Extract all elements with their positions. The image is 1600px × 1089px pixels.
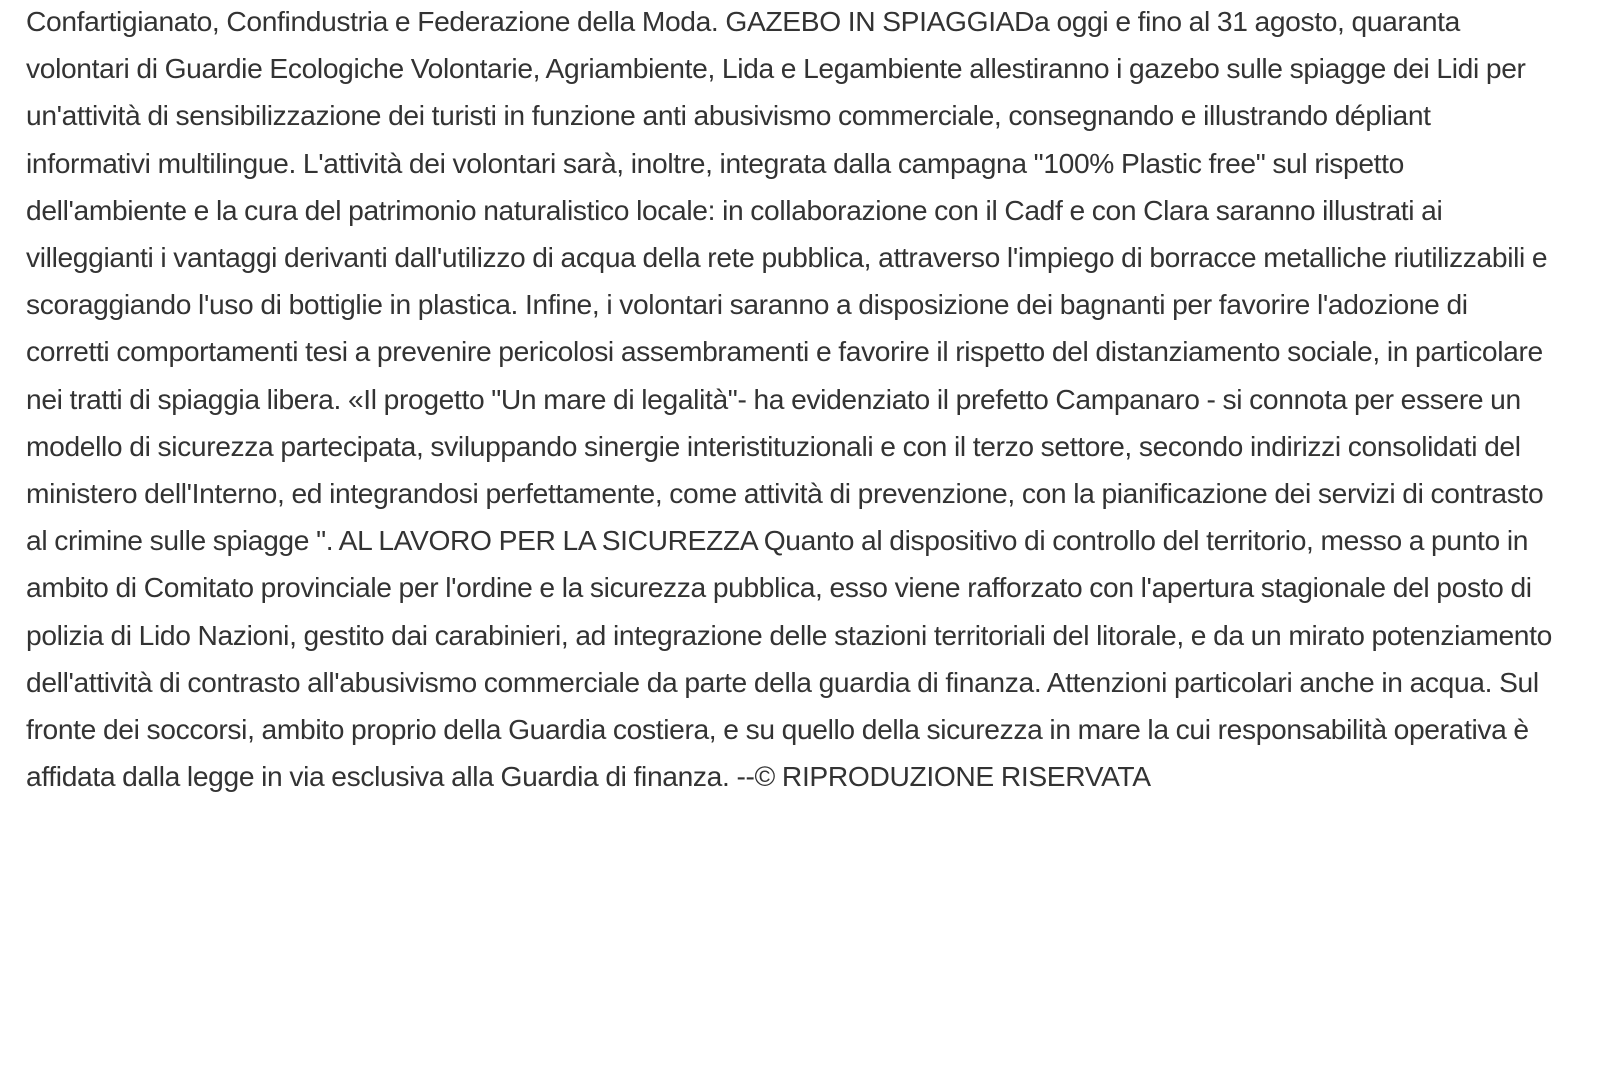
article-paragraph: Confartigianato, Confindustria e Federazione della Moda. GAZEBO IN SPIAGGIADa oggi e fino al 31 agosto, quaranta volontari di Guardie Ecologiche Volontarie, Agriambiente, Lida e Legambiente allestiranno i gazebo sulle spiagge dei Lidi per un'attività di sensibilizzazione dei turisti in funzione anti abusivismo commerciale, consegnando e illustrando dépliant informativi multilingue. L'attività dei volontari sarà, inoltre, integrata dalla campagna "100% Plastic free" sul rispetto dell'ambiente e la cura del patrimonio naturalistico locale: in collaborazione con il Cadf e con Clara saranno illustrati ai villeggianti i vantaggi derivanti dall'utilizzo di acqua della rete pubblica, attraverso l'impiego di borracce metalliche riutilizzabili e scoraggiando l'uso di bottiglie in plastica. Infine, i volontari saranno a disposizione dei bagnanti per favorire l'adozione di corretti comportamenti tesi a prevenire pericolosi assembramenti e favorire il rispetto del distanziamento sociale, in particolare nei tratti di spiaggia libera. «Il progetto "Un mare di legalità"- ha evidenziato il prefetto Campanaro - si connota per essere un modello di sicurezza partecipata, sviluppando sinergie interistituzionali e con il terzo settore, secondo indirizzi consolidati del ministero dell'Interno, ed integrandosi perfettamente, come attività di prevenzione, con la pianificazione dei servizi di contrasto al crimine sulle spiagge ". AL LAVORO PER LA SICUREZZA Quanto al dispositivo di controllo del territorio, messo a punto in ambito di Comitato provinciale per l'ordine e la sicurezza pubblica, esso viene rafforzato con l'apertura stagionale del posto di polizia di Lido Nazioni, gestito dai carabinieri, ad integrazione delle stazioni territoriali del litorale, e da un mirato potenziamento dell'attività di contrasto all'abusivismo commerciale da parte della guardia di finanza. Attenzioni particolari anche in acqua. Sul fronte dei soccorsi, ambito proprio della Guardia costiera, e su quello della sicurezza in mare la cui responsabilità operativa è affidata dalla legge in via esclusiva alla Guardia di finanza. --© RIPRODUZIONE RISERVATA	[26, 5, 1552, 793]
article-body	[26, 0, 1554, 800]
